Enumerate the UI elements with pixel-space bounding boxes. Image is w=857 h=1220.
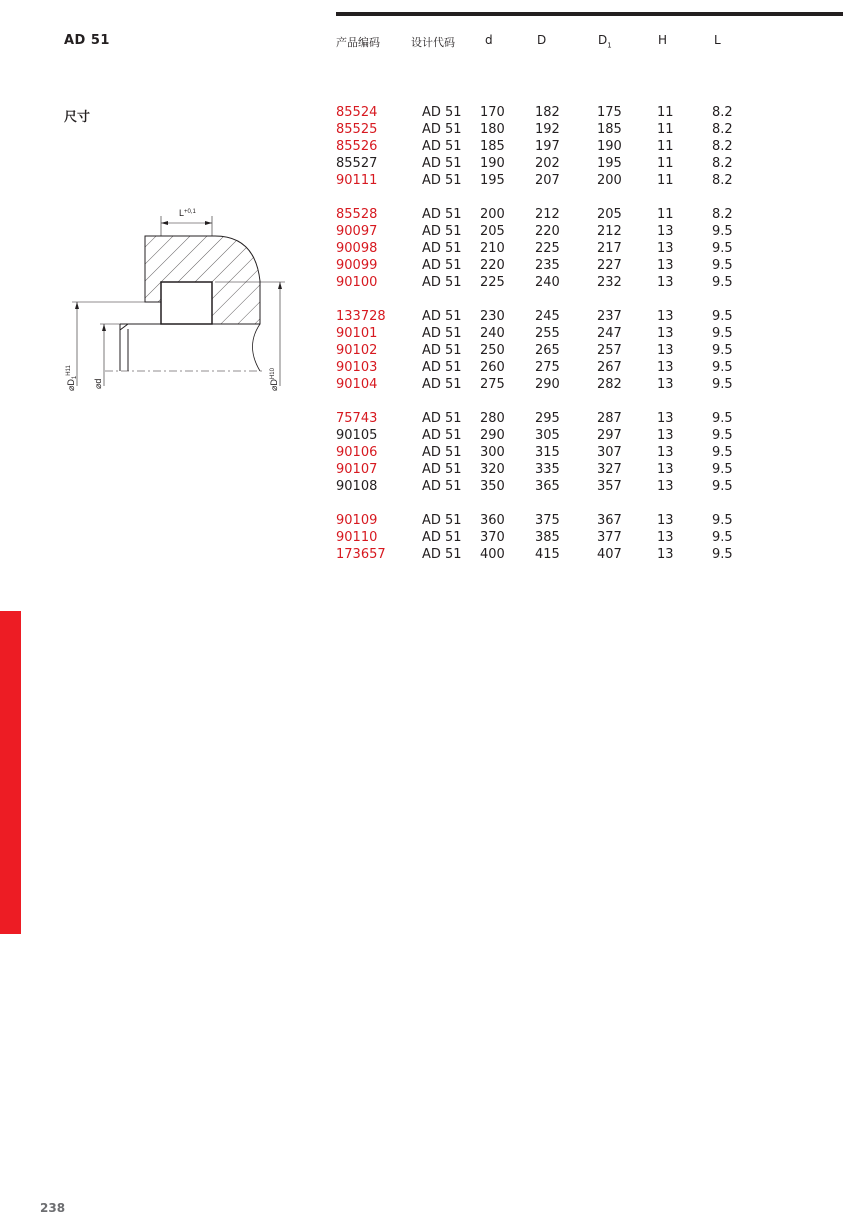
cell-D: 235	[535, 258, 560, 273]
seal-profile	[161, 282, 212, 324]
cell-H: 11	[657, 156, 674, 171]
label-D: ⌀D	[269, 379, 279, 391]
cell-D: 275	[535, 360, 560, 375]
header-D1	[598, 33, 612, 49]
cell-design: AD 51	[422, 360, 462, 375]
cell-H: 13	[657, 513, 674, 528]
cell-D1: 190	[597, 139, 622, 154]
cell-d: 400	[480, 547, 505, 562]
cell-D: 255	[535, 326, 560, 341]
cell-code: 90104	[336, 377, 378, 392]
cell-d: 185	[480, 139, 505, 154]
cell-L: 9.5	[712, 241, 733, 256]
cell-L: 9.5	[712, 360, 733, 375]
cell-H: 13	[657, 462, 674, 477]
cell-L: 8.2	[712, 139, 733, 154]
table-row	[0, 138, 857, 155]
cell-design: AD 51	[422, 530, 462, 545]
table-row	[0, 104, 857, 121]
cell-design: AD 51	[422, 105, 462, 120]
cell-code: 90097	[336, 224, 378, 239]
cell-D1: 327	[597, 462, 622, 477]
cell-d: 210	[480, 241, 505, 256]
cell-H: 13	[657, 428, 674, 443]
cell-d: 350	[480, 479, 505, 494]
cell-design: AD 51	[422, 462, 462, 477]
cell-L: 9.5	[712, 275, 733, 290]
cell-D: 290	[535, 377, 560, 392]
cell-D1: 282	[597, 377, 622, 392]
cell-d: 260	[480, 360, 505, 375]
svg-text:L+0,1	[179, 208, 197, 218]
cell-D: 415	[535, 547, 560, 562]
cell-H: 13	[657, 360, 674, 375]
cell-D: 240	[535, 275, 560, 290]
cell-D1: 205	[597, 207, 622, 222]
cell-design: AD 51	[422, 479, 462, 494]
cell-H: 13	[657, 309, 674, 324]
cell-L: 9.5	[712, 377, 733, 392]
cell-D1: 212	[597, 224, 622, 239]
cell-code: 90109	[336, 513, 378, 528]
cell-H: 13	[657, 445, 674, 460]
cell-D: 202	[535, 156, 560, 171]
cell-design: AD 51	[422, 258, 462, 273]
cell-d: 370	[480, 530, 505, 545]
cell-L: 9.5	[712, 411, 733, 426]
cell-d: 225	[480, 275, 505, 290]
table-row	[0, 529, 857, 546]
table-row	[0, 461, 857, 478]
cell-D1: 232	[597, 275, 622, 290]
side-tab-marker	[0, 611, 21, 934]
cell-D1: 367	[597, 513, 622, 528]
cell-D: 375	[535, 513, 560, 528]
cell-d: 320	[480, 462, 505, 477]
cell-design: AD 51	[422, 122, 462, 137]
cell-L: 9.5	[712, 343, 733, 358]
cell-L: 9.5	[712, 479, 733, 494]
cell-D: 182	[535, 105, 560, 120]
top-rule	[336, 12, 843, 16]
cell-H: 13	[657, 224, 674, 239]
cell-H: 11	[657, 139, 674, 154]
cell-code: 90101	[336, 326, 378, 341]
table-row	[0, 172, 857, 189]
cell-D: 212	[535, 207, 560, 222]
cell-code: 90110	[336, 530, 378, 545]
page-number: 238	[40, 1201, 66, 1215]
cell-D: 225	[535, 241, 560, 256]
cell-H: 13	[657, 258, 674, 273]
table-row	[0, 410, 857, 427]
cell-code: 85525	[336, 122, 378, 137]
cell-code: 85528	[336, 207, 378, 222]
label-D-tol: H10	[270, 368, 276, 380]
cell-D: 245	[535, 309, 560, 324]
cell-D: 197	[535, 139, 560, 154]
cell-H: 13	[657, 411, 674, 426]
cell-design: AD 51	[422, 547, 462, 562]
cell-code: 90099	[336, 258, 378, 273]
cell-design: AD 51	[422, 343, 462, 358]
cell-H: 13	[657, 275, 674, 290]
table-row	[0, 427, 857, 444]
table-header	[0, 33, 857, 49]
cell-d: 360	[480, 513, 505, 528]
cell-D: 220	[535, 224, 560, 239]
cell-d: 290	[480, 428, 505, 443]
cell-design: AD 51	[422, 428, 462, 443]
cell-L: 9.5	[712, 326, 733, 341]
cell-D: 365	[535, 479, 560, 494]
cell-H: 13	[657, 479, 674, 494]
label-L-tol: +0,1	[184, 209, 196, 215]
header-L: L	[714, 33, 721, 47]
cell-L: 9.5	[712, 258, 733, 273]
section-title: 尺寸	[64, 110, 91, 125]
cell-d: 190	[480, 156, 505, 171]
cell-D: 385	[535, 530, 560, 545]
header-d: d	[485, 33, 493, 47]
cell-D1: 185	[597, 122, 622, 137]
cell-design: AD 51	[422, 309, 462, 324]
header-design: 设计代码	[411, 36, 455, 49]
cell-code: 85524	[336, 105, 378, 120]
cell-D1: 217	[597, 241, 622, 256]
cell-L: 8.2	[712, 173, 733, 188]
cell-H: 13	[657, 343, 674, 358]
cell-H: 13	[657, 326, 674, 341]
shaft-outline	[120, 324, 260, 371]
cell-H: 13	[657, 241, 674, 256]
cell-code: 75743	[336, 411, 378, 426]
cell-D1: 200	[597, 173, 622, 188]
cell-D1: 175	[597, 105, 622, 120]
cell-design: AD 51	[422, 224, 462, 239]
svg-text:⌀DH10	[269, 367, 279, 391]
table-row	[0, 155, 857, 172]
cell-L: 8.2	[712, 156, 733, 171]
cell-design: AD 51	[422, 139, 462, 154]
cell-D: 295	[535, 411, 560, 426]
cell-D1: 257	[597, 343, 622, 358]
label-D1-sub: 1	[72, 375, 78, 380]
cell-code: 133728	[336, 309, 386, 324]
cell-L: 8.2	[712, 105, 733, 120]
header-code: 产品编码	[336, 36, 380, 49]
cell-H: 13	[657, 377, 674, 392]
cell-L: 8.2	[712, 207, 733, 222]
cell-H: 13	[657, 547, 674, 562]
cell-code: 90102	[336, 343, 378, 358]
cell-design: AD 51	[422, 207, 462, 222]
cell-d: 200	[480, 207, 505, 222]
cell-d: 205	[480, 224, 505, 239]
cell-L: 9.5	[712, 428, 733, 443]
label-L: L	[179, 208, 185, 218]
cell-D: 207	[535, 173, 560, 188]
cell-H: 11	[657, 105, 674, 120]
cell-L: 9.5	[712, 530, 733, 545]
cell-code: 90108	[336, 479, 378, 494]
cell-design: AD 51	[422, 445, 462, 460]
cell-D1: 307	[597, 445, 622, 460]
cell-D: 315	[535, 445, 560, 460]
svg-text:⌀D1H11	[66, 365, 78, 391]
cell-code: 90098	[336, 241, 378, 256]
cell-design: AD 51	[422, 513, 462, 528]
cell-d: 300	[480, 445, 505, 460]
cell-L: 9.5	[712, 224, 733, 239]
cell-H: 11	[657, 207, 674, 222]
cell-L: 9.5	[712, 513, 733, 528]
header-D1-main: D	[598, 33, 608, 47]
cell-d: 170	[480, 105, 505, 120]
table-row	[0, 478, 857, 495]
cell-code: 90105	[336, 428, 378, 443]
cell-d: 230	[480, 309, 505, 324]
product-title: AD 51	[64, 33, 110, 48]
cell-design: AD 51	[422, 241, 462, 256]
header-D: D	[537, 33, 547, 47]
cell-code: 173657	[336, 547, 386, 562]
label-D1-tol: H11	[66, 365, 72, 376]
label-d: ⌀d	[93, 378, 103, 389]
cell-H: 11	[657, 122, 674, 137]
cell-d: 280	[480, 411, 505, 426]
cell-D: 192	[535, 122, 560, 137]
cell-D: 335	[535, 462, 560, 477]
table-row	[0, 444, 857, 461]
cell-D1: 377	[597, 530, 622, 545]
cell-design: AD 51	[422, 326, 462, 341]
cell-D1: 247	[597, 326, 622, 341]
header-D1-sub: 1	[607, 41, 612, 50]
cell-design: AD 51	[422, 411, 462, 426]
cell-H: 13	[657, 530, 674, 545]
cell-code: 90111	[336, 173, 378, 188]
cell-design: AD 51	[422, 377, 462, 392]
cell-D1: 297	[597, 428, 622, 443]
cell-L: 9.5	[712, 445, 733, 460]
cell-D1: 227	[597, 258, 622, 273]
seal-groove-drawing	[60, 196, 300, 396]
cell-D: 305	[535, 428, 560, 443]
cell-L: 9.5	[712, 462, 733, 477]
cell-d: 180	[480, 122, 505, 137]
cell-L: 8.2	[712, 122, 733, 137]
header-H: H	[658, 33, 668, 47]
cell-D: 265	[535, 343, 560, 358]
cell-d: 240	[480, 326, 505, 341]
cell-D1: 357	[597, 479, 622, 494]
break-line	[253, 324, 261, 371]
cell-code: 90106	[336, 445, 378, 460]
table-row	[0, 546, 857, 563]
cell-L: 9.5	[712, 547, 733, 562]
cell-code: 90100	[336, 275, 378, 290]
table-row	[0, 121, 857, 138]
cell-D1: 237	[597, 309, 622, 324]
cell-H: 11	[657, 173, 674, 188]
cell-code: 90107	[336, 462, 378, 477]
cell-design: AD 51	[422, 275, 462, 290]
cell-D1: 267	[597, 360, 622, 375]
cell-d: 220	[480, 258, 505, 273]
cell-code: 85526	[336, 139, 378, 154]
cell-d: 195	[480, 173, 505, 188]
cell-D1: 407	[597, 547, 622, 562]
cell-D1: 195	[597, 156, 622, 171]
cell-d: 275	[480, 377, 505, 392]
table-row	[0, 512, 857, 529]
cell-code: 85527	[336, 156, 378, 171]
cell-design: AD 51	[422, 156, 462, 171]
cell-code: 90103	[336, 360, 378, 375]
cell-L: 9.5	[712, 309, 733, 324]
label-D1: ⌀D	[66, 379, 76, 391]
cell-D1: 287	[597, 411, 622, 426]
cell-design: AD 51	[422, 173, 462, 188]
cell-d: 250	[480, 343, 505, 358]
